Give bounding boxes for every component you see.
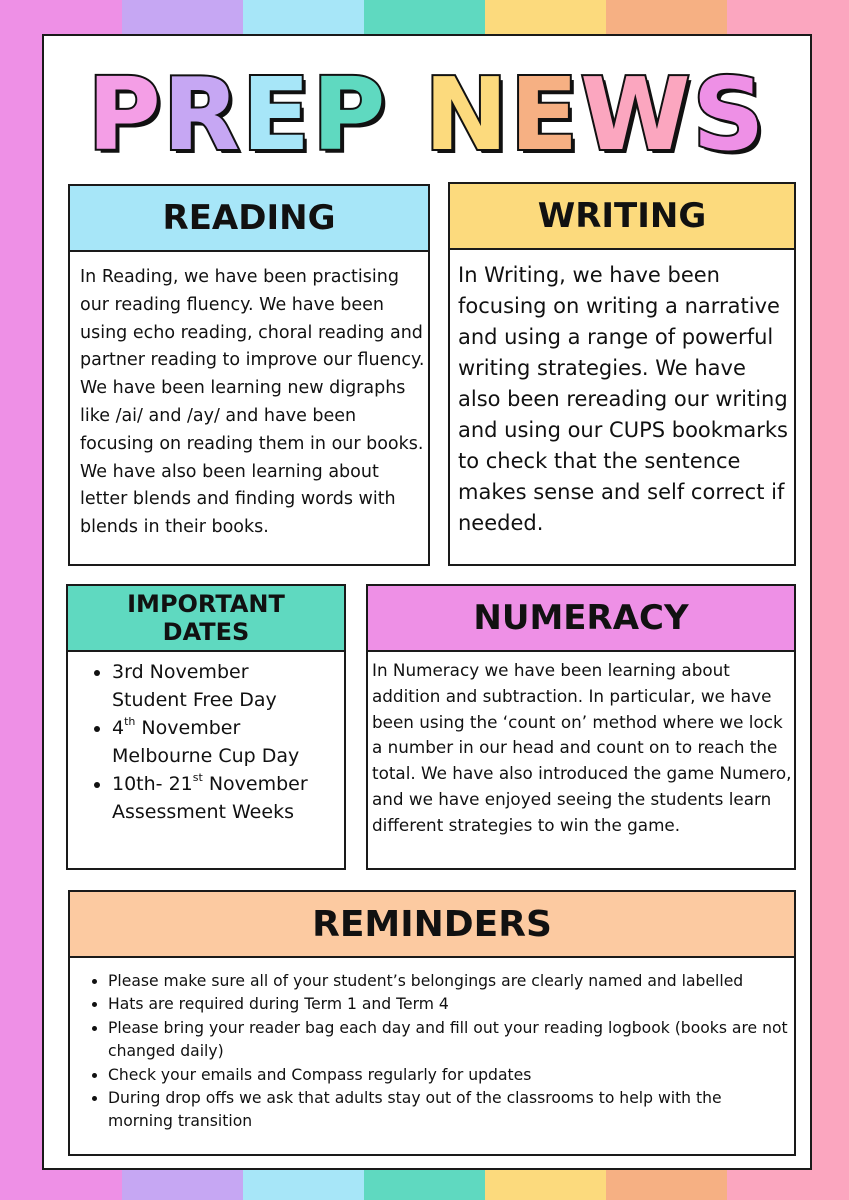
date-item xyxy=(112,770,342,826)
date-range: 10th- 21 xyxy=(112,773,193,795)
title-letter: W xyxy=(580,56,693,173)
writing-text: In Writing, we have been focusing on writing a narrative and using a range of powerful writing strategies. We have also been rereading our writing and using our CUPS bookmarks to check that the sentence makes sense and self correct if needed. xyxy=(458,263,789,535)
reading-heading: READING xyxy=(68,184,430,252)
important-dates-section xyxy=(66,584,346,870)
reminders-list xyxy=(108,970,788,1134)
newsletter-page xyxy=(42,34,812,1170)
title-letter: N xyxy=(424,56,510,173)
title-space xyxy=(387,56,424,173)
date-ordinal: th xyxy=(124,714,136,728)
date-event: Assessment Weeks xyxy=(112,801,294,823)
title-letter: E xyxy=(241,56,313,173)
bottom-color-band xyxy=(0,1170,849,1200)
dates-list xyxy=(112,658,342,826)
important-dates-heading: IMPORTANT DATES xyxy=(66,584,346,652)
title-letter: E xyxy=(509,56,581,173)
date-event: Student Free Day xyxy=(112,689,277,711)
date-event: Melbourne Cup Day xyxy=(112,745,300,767)
date-item xyxy=(112,714,342,770)
right-border-stripe xyxy=(811,0,849,1200)
numeracy-section xyxy=(366,584,796,870)
reminder-item: • Please bring your reader bag each day and fill out your reading logbook (books are not changed daily) xyxy=(108,1017,788,1064)
reminder-item: • During drop offs we ask that adults stay out of the classrooms to help with the morning transition xyxy=(108,1087,788,1134)
title-letter: P xyxy=(312,56,388,173)
date-month: November xyxy=(135,717,241,739)
reminders-section xyxy=(68,890,796,1156)
writing-section xyxy=(448,182,796,566)
date-number: 4 xyxy=(112,717,125,739)
reminders-heading: REMINDERS xyxy=(68,890,796,958)
page-title xyxy=(44,56,810,173)
title-letter: S xyxy=(692,56,767,173)
date-month: November xyxy=(202,773,308,795)
reading-section xyxy=(68,184,430,566)
left-border-stripe xyxy=(0,0,42,1200)
title-letter: P xyxy=(87,56,163,173)
date-item xyxy=(112,658,342,714)
writing-heading: WRITING xyxy=(448,182,796,250)
numeracy-text: In Numeracy we have been learning about addition and subtraction. In particular, we have been using the ‘count on’ method where we lock a number in our head and count on to reach the total. We have also introduced the game Numero, and we have enjoyed seeing the students learn different strategies to win the game. xyxy=(372,660,792,835)
top-color-band xyxy=(0,0,849,34)
numeracy-heading: NUMERACY xyxy=(366,584,796,652)
date-label: 3rd November xyxy=(112,661,249,683)
title-letter: R xyxy=(162,56,242,173)
reading-text: In Reading, we have been practising our reading fluency. We have been using echo reading, choral reading and partner reading to improve our fluency. We have been learning new digraphs like /ai/ and /ay/ and have been focusing on reading them in our books. We have also been learning about letter blends and finding words with blends in their books. xyxy=(80,267,425,538)
reminder-item: • Please make sure all of your student’s belongings are clearly named and labelled xyxy=(108,970,788,993)
reminder-item: • Hats are required during Term 1 and Term 4 xyxy=(108,993,788,1016)
date-ordinal: st xyxy=(192,770,203,784)
reminder-item: • Check your emails and Compass regularly for updates xyxy=(108,1064,788,1087)
